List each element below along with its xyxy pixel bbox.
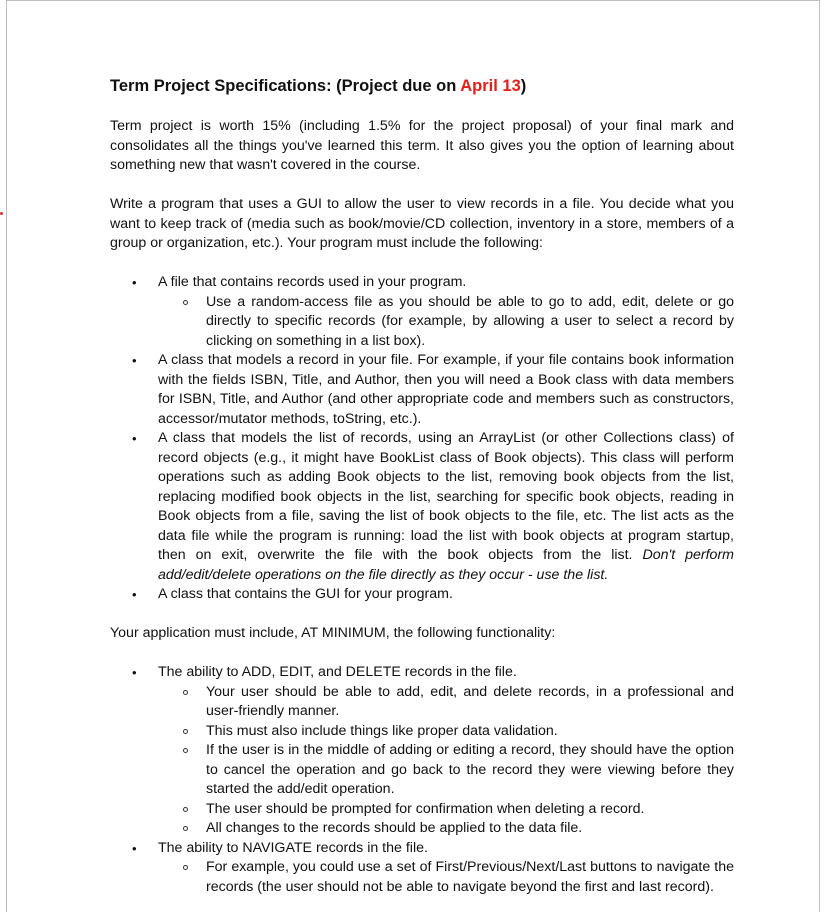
requirement-record-class: A class that models a record in your file. For example, if your file contains book information with the fields ISBN, Title, and Author, then you will need a Book class with data members for ISBN, Title, and Author (and other appropriate code and members such as constructors, accessor/mutator methods, toString, etc.).	[158, 352, 734, 427]
circle-bullet-icon	[183, 300, 188, 305]
circle-bullet-icon	[183, 865, 188, 870]
intro-paragraph: Term project is worth 15% (including 1.5% for the project proposal) of your final mark and consolidates all the things you've learned this term. It also gives you the option of learning about something new that wasn't covered in the course.	[110, 118, 734, 173]
document-content	[110, 75, 734, 917]
list-item	[158, 722, 734, 742]
circle-bullet-icon	[183, 690, 188, 695]
sub-list	[158, 858, 734, 897]
program-description-paragraph: Write a program that uses a GUI to allow the user to view records in a file. You decide what you want to keep track of (media such as book/movie/CD collection, inventory in a store, members of a group or organization, etc.). Your program must include the following:	[110, 196, 734, 251]
bullet-icon: •	[132, 840, 137, 856]
functionality-aed-sub3: If the user is in the middle of adding or editing a record, they should have the option to cancel the operation and go back to the record they were viewing before they started the add/edit operation.	[206, 742, 734, 797]
title-suffix: )	[520, 77, 527, 95]
requirement-gui-class: A class that contains the GUI for your program.	[158, 586, 453, 602]
circle-bullet-icon	[183, 826, 188, 831]
page-title	[110, 75, 734, 97]
requirements-list	[110, 273, 734, 605]
list-item	[110, 585, 734, 605]
margin-marker	[0, 212, 3, 215]
list-item	[110, 273, 734, 351]
title-prefix: Term Project Specifications: (Project due on	[110, 77, 461, 95]
requirement-list-class: A class that models the list of records, using an ArrayList (or other Collections class) of record objects (e.g., it might have BookList class of Book objects). This class will perform operations such as adding Book objects to the list, removing book objects from the list, replacing modified book objects in the list, searching for specific book objects, reading in Book objects from a file, saving the list of book objects to the file, etc. The list acts as the data file while the program is running: load the list with book objects at program startup, then on exit, overwrite the file with the book objects from the list.	[158, 430, 734, 563]
list-item	[110, 663, 734, 839]
circle-bullet-icon	[183, 729, 188, 734]
functionality-aed-sub4: The user should be prompted for confirmation when deleting a record.	[206, 800, 645, 817]
document-page	[6, 0, 820, 912]
functionality-add-edit-delete: The ability to ADD, EDIT, and DELETE records in the file.	[158, 664, 517, 680]
circle-bullet-icon	[183, 807, 188, 812]
bullet-icon: •	[132, 587, 137, 602]
due-date: April 13	[460, 77, 521, 95]
list-item	[158, 683, 734, 722]
list-item	[158, 800, 734, 820]
functionality-navigate: The ability to NAVIGATE records in the file.	[158, 839, 428, 856]
functionality-aed-sub5: All changes to the records should be applied to the data file.	[206, 820, 583, 836]
functionality-aed-sub2: This must also include things like proper data validation.	[206, 722, 558, 739]
requirement-list-class-note: Don't perform add/edit/delete operations on the file directly as they occur - use the list.	[158, 547, 734, 583]
list-item	[158, 741, 734, 800]
list-item	[158, 819, 734, 839]
functionality-aed-sub1: Your user should be able to add, edit, and delete records, in a professional and user-friendly manner.	[206, 683, 734, 719]
bullet-icon: •	[132, 275, 137, 290]
requirement-file-sub: Use a random-access file as you should be able to go to add, edit, delete or go directly to specific records (for example, by allowing a user to select a record by clicking on something in a list box).	[206, 293, 734, 349]
list-item	[110, 839, 734, 898]
list-item	[110, 429, 734, 585]
bullet-icon: •	[132, 431, 137, 446]
list-item	[158, 293, 734, 352]
requirement-file: A file that contains records used in your program.	[158, 274, 467, 290]
list-item	[110, 351, 734, 429]
functionality-intro-paragraph: Your application must include, AT MINIMUM, the following functionality:	[110, 625, 556, 641]
functionality-list	[110, 663, 734, 897]
bullet-icon: •	[132, 353, 137, 368]
sub-list	[158, 683, 734, 839]
circle-bullet-icon	[183, 748, 188, 753]
bullet-icon: •	[132, 665, 137, 680]
sub-list	[158, 293, 734, 352]
functionality-nav-sub1: For example, you could use a set of First/Previous/Next/Last buttons to navigate the records (the user should not be able to navigate beyond the first and last record).	[206, 859, 734, 895]
list-item	[158, 858, 734, 897]
